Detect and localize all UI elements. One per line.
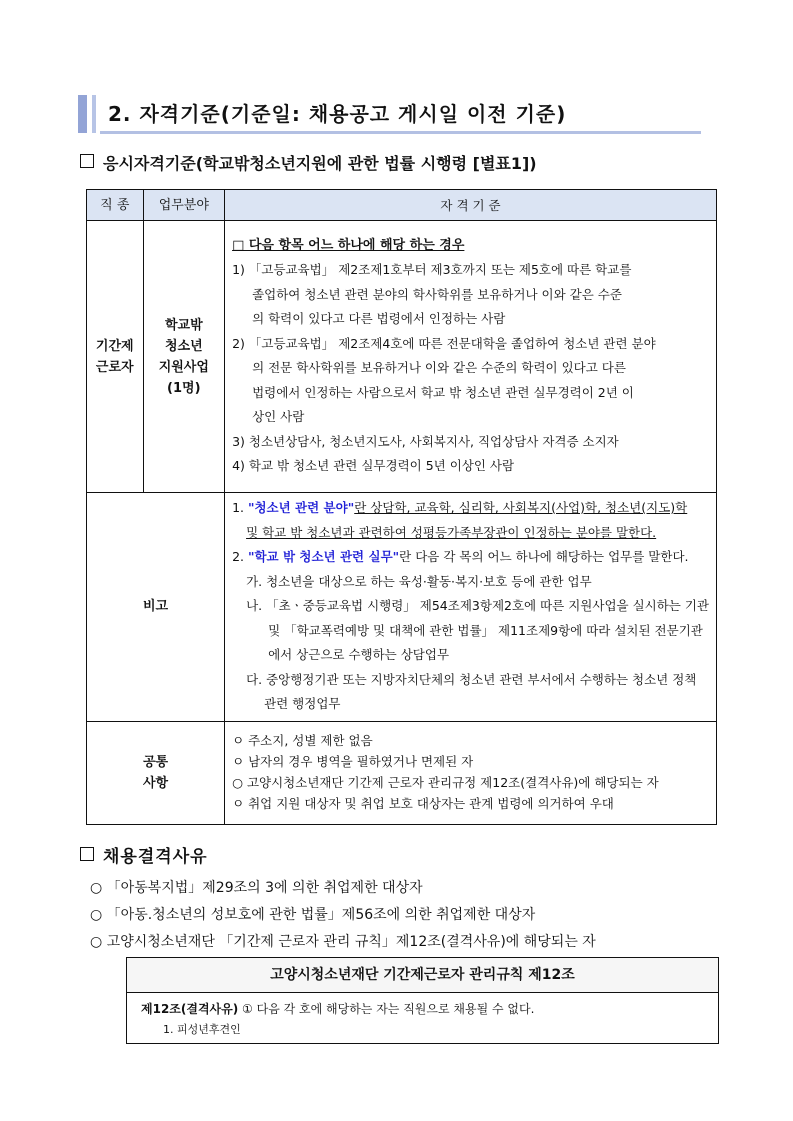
remarks-line: 다. 중앙행정기관 또는 지방자치단체의 청소년 관련 부서에서 수행하는 청소년 정책 [246, 671, 697, 687]
remarks-text: 란 다음 각 목의 어느 하나에 해당하는 업무를 말한다. [399, 549, 689, 564]
field-line: 청소년 [164, 338, 203, 354]
remarks-line: 나. 「초ㆍ중등교육법 시행령」 제54조제3항제2호에 따른 지원사업을 실시하는 기관 [246, 598, 709, 613]
header-field: 업무분야 [143, 190, 225, 221]
criteria-line: 2) 「고등교육법」 제2조제4호에 따른 전문대학을 졸업하여 청소년 관련 분야 [232, 335, 656, 351]
table-row-common [87, 721, 717, 824]
criteria-line: 상인 사람 [252, 409, 305, 424]
disqualification-item: ○ 고양시청소년재단 「기간제 근로자 관리 규칙」제12조(결격사유)에 해당되는 자 [90, 934, 596, 950]
common-item: ㅇ 남자의 경우 병역을 필하였거나 면제된 자 [232, 754, 474, 769]
disqualification-item: ○ 「아동복지법」제29조의 3에 의한 취업제한 대상자 [90, 880, 423, 896]
disqualification-item: ○ 「아동.청소년의 성보호에 관한 법률」제56조에 의한 취업제한 대상자 [90, 907, 536, 923]
header-job-type: 직 종 [87, 190, 144, 221]
remarks-line: 가. 청소년을 대상으로 하는 육성·활동·복지·보호 등에 관한 업무 [246, 573, 592, 589]
subsection-qualification-heading [80, 151, 537, 174]
table-row-remarks [87, 493, 717, 722]
criteria-line: 법령에서 인정하는 사람으로서 학교 밖 청소년 관련 실무경력이 2년 이 [252, 384, 634, 400]
remarks-line: 관련 행정업무 [264, 696, 341, 711]
criteria-line: 의 전문 학사학위를 보유하거나 이와 같은 수준의 학력이 있다고 다른 [252, 360, 626, 375]
remarks-number: 1. [232, 500, 248, 515]
rule-excerpt-title: 고양시청소년재단 기간제근로자 관리규칙 제12조 [127, 958, 718, 993]
remarks-label: 비고 [87, 493, 225, 722]
table-header-row [87, 190, 717, 221]
remarks-line: 에서 상근으로 수행하는 상담업무 [268, 647, 450, 662]
title-underline [100, 131, 701, 134]
common-item: ㅇ 취업 지원 대상자 및 취업 보호 대상자는 관계 법령에 의거하여 우대 [232, 796, 614, 811]
square-bullet-icon [80, 154, 94, 168]
criteria-line: 졸업하여 청소년 관련 분야의 학사학위를 보유하거나 이와 같은 수준 [252, 286, 622, 302]
table-row-criteria [87, 221, 717, 493]
remarks-term: "청소년 관련 분야" [247, 500, 355, 515]
section-title-block [78, 93, 701, 133]
title-accent-bar [78, 95, 87, 133]
subsection-disqualification-text: 채용결격사유 [103, 847, 208, 867]
title-accent-bar-thin [92, 95, 96, 133]
rule-article-text: ① 다음 각 호에 해당하는 자는 직원으로 채용될 수 없다. [238, 1002, 535, 1016]
field-line: 지원사업 [158, 359, 209, 375]
remarks-text: 란 상담학, 교육학, 심리학, 사회복지(사업)학, 청소년(지도)학 [354, 500, 688, 515]
remarks-line-1 [232, 496, 709, 521]
header-criteria: 자 격 기 준 [225, 190, 717, 221]
remarks-line-2 [232, 545, 709, 570]
rule-excerpt-box [126, 957, 719, 1044]
criteria-cell [225, 221, 717, 493]
criteria-line: 의 학력이 있다고 다른 법령에서 인정하는 사람 [252, 311, 506, 326]
common-label-line: 공통 [142, 754, 169, 770]
subsection-disqualification-heading [80, 842, 208, 867]
remarks-number: 2. [232, 549, 248, 564]
remarks-cell [225, 493, 717, 722]
square-bullet-icon [80, 847, 94, 861]
rule-article-label: 제12조(결격사유) [141, 1002, 239, 1016]
remarks-term: "학교 밖 청소년 관련 실무" [247, 549, 400, 564]
remarks-line: 및 「학교폭력예방 및 대책에 관한 법률」 제11조제9항에 따라 설치된 전문기관 [268, 622, 703, 638]
remarks-line: 및 학교 밖 청소년과 관련하여 성평등가족부장관이 인정하는 분야를 말한다. [246, 524, 657, 540]
job-type-line: 근로자 [95, 359, 134, 375]
criteria-line: 1) 「고등교육법」 제2조제1호부터 제3호까지 또는 제5호에 따른 학교를 [232, 262, 632, 277]
field-line: 학교밖 [164, 317, 203, 333]
criteria-line: 3) 청소년상담사, 청소년지도사, 사회복지사, 직업상담사 자격증 소지자 [232, 433, 619, 449]
section-title: 2. 자격기준(기준일: 채용공고 게시일 이전 기준) [108, 102, 567, 126]
common-cell [225, 721, 717, 824]
rule-item: 1. 피성년후견인 [163, 1023, 241, 1036]
field-cell [143, 221, 225, 493]
rule-article [141, 1000, 534, 1017]
common-item: ○ 고양시청소년재단 기간제 근로자 관리규정 제12조(결격사유)에 해당되는 자 [232, 775, 659, 790]
job-type-line: 기간제 [95, 338, 134, 354]
common-label-line: 사항 [142, 775, 169, 791]
qualification-table [86, 189, 717, 825]
subsection-qualification-text: 응시자격기준(학교밖청소년지원에 관한 법률 시행령 [별표1]) [103, 154, 537, 173]
criteria-title: □ 다음 항목 어느 하나에 해당 하는 경우 [232, 237, 465, 253]
common-label-cell [87, 721, 225, 824]
criteria-line: 4) 학교 밖 청소년 관련 실무경력이 5년 이상인 사람 [232, 458, 515, 473]
common-item: ㅇ 주소지, 성별 제한 없음 [232, 733, 373, 748]
field-line: (1명) [167, 380, 201, 396]
job-type-cell [87, 221, 144, 493]
